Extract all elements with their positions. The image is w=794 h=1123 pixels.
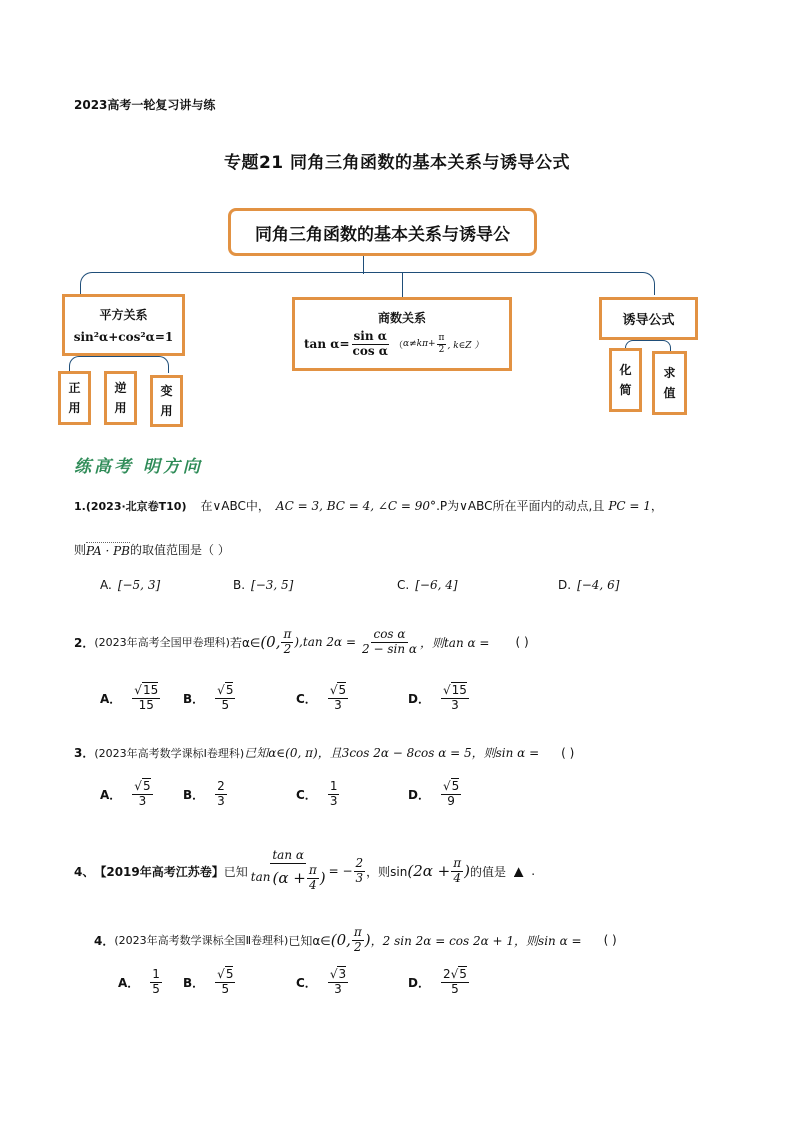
question-source: (2023年高考数学课标全国Ⅱ卷理科) xyxy=(114,934,289,947)
node-char: 用 xyxy=(160,404,173,418)
question-text: 已知α∈ xyxy=(288,933,331,948)
branch-connector xyxy=(80,272,655,295)
fraction: $\frac{√5}{9}$ xyxy=(442,779,460,808)
denominator-text: tan xyxy=(250,870,271,885)
node-title: 诱导公式 xyxy=(622,313,675,328)
fraction-denominator: 5 xyxy=(451,981,459,996)
node-title: 平方关系 xyxy=(99,308,148,322)
node-char: 正 xyxy=(68,381,81,395)
fraction xyxy=(281,628,293,657)
fraction-denominator: 2 xyxy=(354,939,362,954)
option-d[interactable] xyxy=(408,968,470,997)
fraction xyxy=(451,857,463,886)
fraction-denominator: 15 xyxy=(138,697,154,712)
condition-text: , k∈Z ） xyxy=(447,340,484,351)
question-2-stem xyxy=(74,622,529,662)
question-1-line1 xyxy=(74,497,663,514)
fraction-numerator: cos α xyxy=(373,626,406,641)
math-expression: AC = 3, BC = 4, ∠C = 90° xyxy=(275,498,437,513)
fraction xyxy=(354,857,366,886)
fraction-numerator: 1 xyxy=(329,779,338,793)
option-letter: B． xyxy=(183,787,205,802)
question-text: 已知 xyxy=(223,864,248,879)
option-letter: C. xyxy=(397,578,410,592)
math-expression: ，2 sin 2α = cos 2α + 1，则sin α = xyxy=(370,933,582,948)
fraction xyxy=(351,330,390,359)
fraction-denominator: 2 xyxy=(283,641,292,656)
option-d[interactable] xyxy=(408,684,470,713)
fraction-denominator: 3 xyxy=(138,793,147,808)
answer-blank: ( ) xyxy=(515,635,529,649)
fraction-numerator: tan α xyxy=(272,848,304,863)
option-letter: A． xyxy=(100,691,122,706)
fraction-numerator: sin α xyxy=(353,329,387,343)
option-letter: D. xyxy=(558,578,572,592)
fraction-denominator: 3 xyxy=(334,697,342,712)
question-text: .P为∨ABC所在平面内的动点,且 xyxy=(436,499,605,513)
fraction xyxy=(328,780,340,809)
math-expression: ) xyxy=(364,931,371,949)
option-letter: A. xyxy=(100,578,112,592)
node-char: 简 xyxy=(619,383,632,397)
fraction: $\frac{√5}{3}$ xyxy=(329,683,347,712)
option-c[interactable] xyxy=(296,684,349,713)
option-d[interactable] xyxy=(408,780,462,809)
option-letter: C． xyxy=(296,975,317,990)
radicand: 5 xyxy=(142,779,151,793)
option-letter: C． xyxy=(296,787,317,802)
answer-blank[interactable]: ▲ xyxy=(514,864,524,878)
question-text: 在∨ABC中， xyxy=(200,499,270,513)
option-a[interactable] xyxy=(118,968,163,997)
formula-lhs: tan α= xyxy=(304,337,350,352)
math-expression: ，则tan α = xyxy=(419,635,490,650)
question-text: ， xyxy=(650,499,663,513)
radicand: 15 xyxy=(451,683,467,697)
question-source: (2023年高考全国甲卷理科) xyxy=(94,636,230,649)
math-expression: (0, xyxy=(260,633,281,651)
question-number: 1.(2023·北京卷T10) xyxy=(74,499,187,513)
document-title: 专题21 同角三角函数的基本关系与诱导公式 xyxy=(223,153,571,173)
fraction-numerator: 2 xyxy=(355,855,364,870)
answer-blank: ( ) xyxy=(603,933,617,947)
fraction xyxy=(215,780,227,809)
fraction-denominator: 5 xyxy=(152,981,160,996)
fraction-denominator: 5 xyxy=(221,981,230,996)
option-text: [−4, 6] xyxy=(577,578,620,592)
radicand: 5 xyxy=(225,683,234,697)
answer-blank: ( ) xyxy=(561,745,575,760)
question-text: 若α∈ xyxy=(229,635,261,650)
condition-open: （ xyxy=(394,340,404,351)
fraction-numerator: π xyxy=(283,626,292,641)
question-number: 2． xyxy=(74,635,95,650)
option-letter: B. xyxy=(233,578,246,592)
fraction-denominator xyxy=(249,864,328,893)
fraction-denominator: 4 xyxy=(453,870,461,885)
coefficient: 2 xyxy=(442,967,451,981)
question-text: 的值是 xyxy=(469,864,506,879)
question-text: 的取值范围是（ ） xyxy=(130,543,230,557)
node-char: 用 xyxy=(68,401,81,415)
fraction: $\frac{√5}{5}$ xyxy=(217,967,234,996)
question-source: (2023年高考数学课标Ⅰ卷理科) xyxy=(94,746,245,760)
fraction-denominator: 3 xyxy=(334,981,342,996)
section-heading: 练高考 明方向 xyxy=(74,457,203,477)
option-a[interactable] xyxy=(100,684,161,713)
option-b[interactable] xyxy=(183,684,236,713)
option-text: [−6, 4] xyxy=(415,578,458,592)
fraction-denominator: 3 xyxy=(451,697,459,712)
question-text: . xyxy=(531,864,536,878)
option-letter: B． xyxy=(183,975,205,990)
question-4a-stem xyxy=(74,842,535,900)
question-number: 3． xyxy=(74,746,95,760)
fraction xyxy=(352,926,364,955)
child-node-evaluate xyxy=(652,351,687,415)
math-expression: ) xyxy=(464,862,470,880)
formula-condition xyxy=(394,333,483,355)
option-c[interactable] xyxy=(397,578,458,592)
fraction-denominator: 3 xyxy=(329,793,338,808)
option-letter: D． xyxy=(408,691,430,706)
option-b[interactable] xyxy=(183,968,236,997)
square-relation-node xyxy=(62,294,185,356)
option-letter: C． xyxy=(296,691,317,706)
child-node-simplify xyxy=(609,348,642,412)
option-c[interactable] xyxy=(296,968,349,997)
mindmap-root-node: 同角三角函数的基本关系与诱导公 xyxy=(228,208,537,256)
fraction-denominator: 3 xyxy=(217,793,225,808)
fraction xyxy=(360,628,419,657)
option-a[interactable] xyxy=(100,780,154,809)
math-expression: (0, xyxy=(330,931,351,949)
fraction: $\frac{√3}{3}$ xyxy=(329,967,347,996)
quotient-relation-node xyxy=(292,297,512,371)
question-source: 【2019年高考江苏卷】 xyxy=(94,864,224,879)
fraction-denominator: 3 xyxy=(355,870,364,885)
denominator-text: ) xyxy=(319,868,326,887)
fraction-denominator: cos α xyxy=(352,343,388,358)
fraction: $\frac{√15}{3}$ xyxy=(442,683,467,712)
node-char: 化 xyxy=(619,363,632,377)
question-1-line2 xyxy=(74,541,230,558)
fraction-numerator: 1 xyxy=(152,967,160,981)
fraction: $\frac{√5}{5}$ xyxy=(217,683,234,712)
fraction-denominator: 9 xyxy=(447,793,455,808)
condition-text: α≠kπ+ xyxy=(403,339,436,350)
option-text: [−5, 3] xyxy=(117,578,161,592)
node-formula xyxy=(304,330,483,359)
math-expression: 已知α∈(0, π)，且3cos 2α − 8cos α = 5，则sin α = xyxy=(244,746,540,760)
fraction xyxy=(150,968,162,997)
fraction: $\frac{√5}{3}$ xyxy=(134,779,151,808)
option-letter: D． xyxy=(408,975,430,990)
fraction-numerator: π xyxy=(308,863,317,878)
node-char: 逆 xyxy=(114,381,127,395)
induced-formula-node xyxy=(599,297,698,340)
fraction-numerator: 2 xyxy=(217,779,225,793)
child-node-reverse-use xyxy=(104,371,137,425)
denominator-text: (α + xyxy=(272,868,306,887)
fraction: $\frac{2√5}{5}$ xyxy=(442,967,467,996)
radicand: 5 xyxy=(225,967,234,981)
radicand: 5 xyxy=(459,967,467,981)
fraction-denominator: 4 xyxy=(308,877,317,892)
node-char: 值 xyxy=(663,386,676,400)
fraction-denominator: 5 xyxy=(221,697,230,712)
node-char: 用 xyxy=(114,401,127,415)
math-expression: PC = 1 xyxy=(608,498,651,513)
option-letter: B． xyxy=(183,691,205,706)
fraction-denominator: 2 − sin α xyxy=(362,641,417,656)
option-a[interactable] xyxy=(100,578,160,592)
child-node-direct-use xyxy=(58,371,91,425)
option-b[interactable] xyxy=(183,780,228,809)
fraction-numerator: π xyxy=(453,855,462,870)
fraction xyxy=(249,849,328,892)
fraction-numerator: π xyxy=(438,333,445,344)
math-expression: PA · PB xyxy=(86,543,130,558)
connector-line xyxy=(402,273,403,297)
question-number: 4． xyxy=(94,933,115,948)
radicand: 15 xyxy=(142,683,159,697)
option-letter: D． xyxy=(408,787,430,802)
fraction-denominator: 2 xyxy=(438,344,445,355)
node-formula: sin²α+cos²α=1 xyxy=(73,330,174,344)
fraction: $\frac{√15}{15}$ xyxy=(134,683,159,712)
question-text: ，则sin xyxy=(366,864,408,879)
page-header: 2023高考一轮复习讲与练 xyxy=(74,98,216,112)
node-char: 求 xyxy=(663,366,676,380)
option-d[interactable] xyxy=(558,578,619,592)
option-text: [−3, 5] xyxy=(251,578,294,592)
fraction-numerator: π xyxy=(353,924,362,939)
fraction xyxy=(437,333,447,355)
question-number: 4、 xyxy=(74,864,95,879)
math-expression: (2α + xyxy=(407,862,451,880)
node-char: 变 xyxy=(160,384,173,398)
option-letter: A． xyxy=(118,975,140,990)
math-expression: = − xyxy=(328,864,353,878)
radicand: 5 xyxy=(338,683,347,697)
radicand: 5 xyxy=(451,779,460,793)
fraction xyxy=(307,864,319,893)
node-title: 商数关系 xyxy=(377,311,426,325)
radicand: 3 xyxy=(338,967,347,981)
child-node-variant-use xyxy=(150,375,183,427)
question-text: 则 xyxy=(74,543,87,557)
math-expression: ),tan 2α = xyxy=(294,635,356,649)
option-b[interactable] xyxy=(233,578,293,592)
option-letter: A． xyxy=(100,787,122,802)
question-3-stem xyxy=(74,744,574,761)
option-c[interactable] xyxy=(296,780,340,809)
question-4b-stem xyxy=(94,920,617,960)
